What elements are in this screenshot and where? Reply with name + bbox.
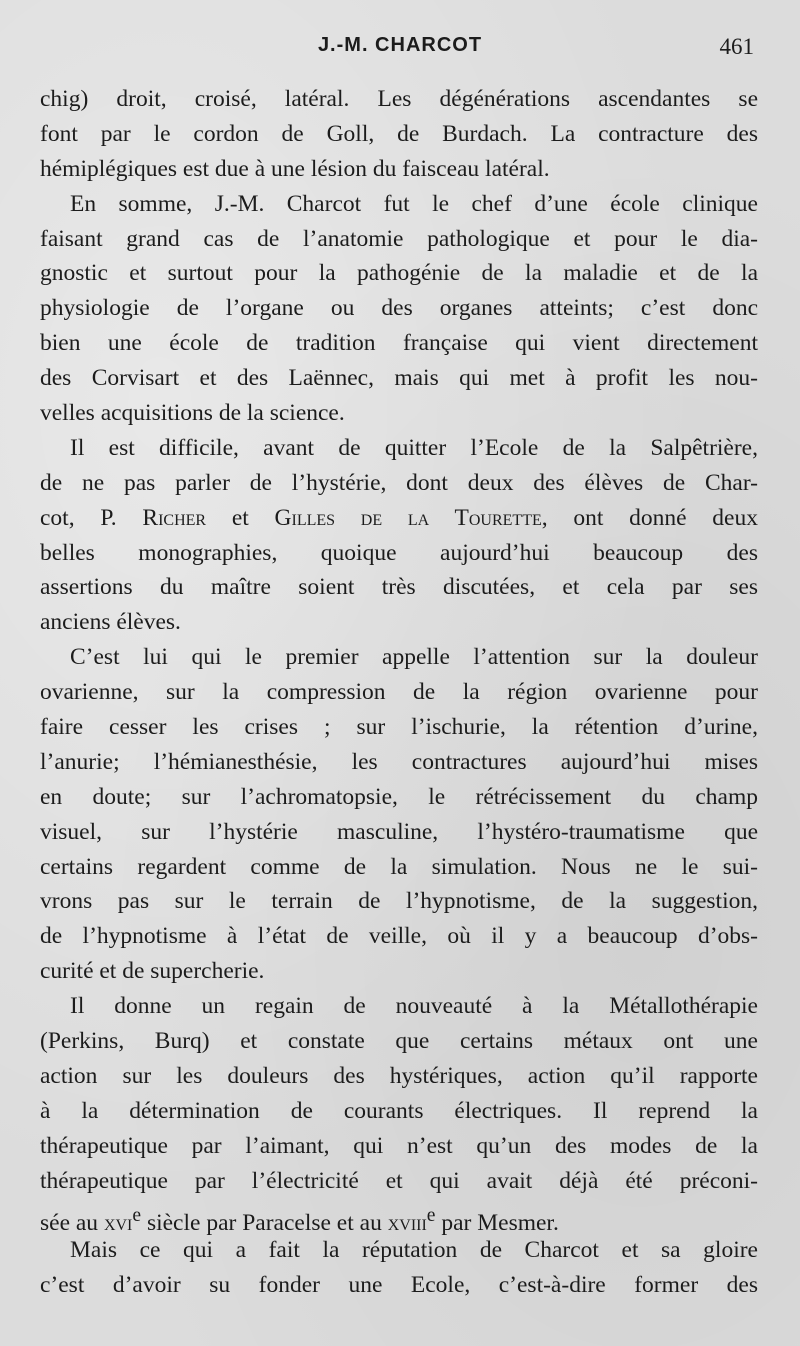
text-line: anciens élèves.: [40, 609, 181, 636]
text-line: ovarienne, sur la compression de la région ovarienne pour: [40, 679, 758, 706]
text-segment: cot, P.: [40, 504, 143, 531]
page-number: 461: [719, 34, 754, 59]
text-line: physiologie de l’organe ou des organes atteints; c’est donc: [40, 295, 758, 322]
text-line: chig) droit, croisé, latéral. Les dégénérations ascendantes se: [40, 86, 758, 112]
text-line: faisant grand cas de l’anatomie pathologique et pour le dia-: [40, 225, 758, 252]
text-segment: et: [206, 504, 275, 531]
text-segment: siècle par Paracelse et au: [141, 1209, 388, 1236]
text-line: font par le cordon de Goll, de Burdach. La contracture des: [40, 120, 758, 147]
text-segment: , ont donné deux: [541, 504, 758, 531]
running-head-title: J.-M. CHARCOT: [317, 34, 483, 56]
text-line: bien une école de tradition française qui vient directement: [40, 330, 758, 357]
text-line: velles acquisitions de la science.: [40, 400, 345, 427]
text-line: (Perkins, Burq) et constate que certains métaux ont une: [40, 1028, 758, 1055]
text-line: en doute; sur l’achromatopsie, le rétrécissement du champ: [40, 783, 758, 810]
text-line: c’est d’avoir su fonder une Ecole, c’est-à-dire former des: [40, 1272, 758, 1299]
century-numeral: xviii: [387, 1209, 427, 1236]
text-line: En somme, J.-M. Charcot fut le chef d’une école clinique: [70, 190, 758, 217]
superscript: e: [426, 1204, 436, 1226]
text-line: de ne pas parler de l’hystérie, dont deux des élèves de Char-: [40, 469, 758, 496]
author-name-richer: Richer: [142, 504, 207, 531]
text-segment: par Mesmer.: [435, 1209, 559, 1236]
text-line: gnostic et surtout pour la pathogénie de la maladie et de la: [40, 260, 758, 287]
text-line: hémiplégiques est due à une lésion du faisceau latéral.: [40, 155, 550, 182]
body-text: [40, 82, 758, 1303]
text-line: certains regardent comme de la simulation. Nous ne le sui-: [40, 853, 758, 880]
author-name-gilles-de-la-tourette: Gilles de la Tourette: [274, 504, 542, 531]
text-line: belles monographies, quoique aujourd’hui beaucoup des: [40, 539, 758, 566]
text-line: faire cesser les crises ; sur l’ischurie, la rétention d’urine,: [40, 714, 758, 741]
text-line: C’est lui qui le premier appelle l’attention sur la douleur: [70, 644, 758, 671]
text-line: Mais ce qui a fait la réputation de Charcot et sa gloire: [70, 1237, 758, 1264]
text-line: action sur les douleurs des hystériques, action qu’il rapporte: [40, 1062, 758, 1089]
century-numeral: xvi: [103, 1209, 133, 1236]
text-line: thérapeutique par l’aimant, qui n’est qu’un des modes de la: [40, 1132, 758, 1159]
running-head: [0, 30, 800, 60]
text-line: [40, 1199, 758, 1234]
text-line: Il est difficile, avant de quitter l’Ecole de la Salpêtrière,: [70, 434, 758, 461]
text-line: visuel, sur l’hystérie masculine, l’hystéro-traumatisme que: [40, 818, 758, 845]
text-line: Il donne un regain de nouveauté à la Métallothérapie: [70, 993, 758, 1020]
text-line: vrons pas sur le terrain de l’hypnotisme, de la suggestion,: [40, 888, 758, 915]
text-line: curité et de supercherie.: [40, 958, 265, 985]
text-line: de l’hypnotisme à l’état de veille, où il y a beaucoup d’obs-: [40, 923, 758, 950]
text-line: l’anurie; l’hémianesthésie, les contractures aujourd’hui mises: [40, 748, 758, 775]
superscript: e: [132, 1204, 142, 1226]
text-line: thérapeutique par l’électricité et qui avait déjà été préconi-: [40, 1167, 758, 1194]
text-segment: sée au: [40, 1209, 104, 1236]
text-line: à la détermination de courants électriques. Il reprend la: [40, 1097, 758, 1124]
text-line: [40, 501, 758, 536]
text-line: des Corvisart et des Laënnec, mais qui met à profit les nou-: [40, 365, 758, 392]
text-line: assertions du maître soient très discutées, et cela par ses: [40, 574, 758, 601]
